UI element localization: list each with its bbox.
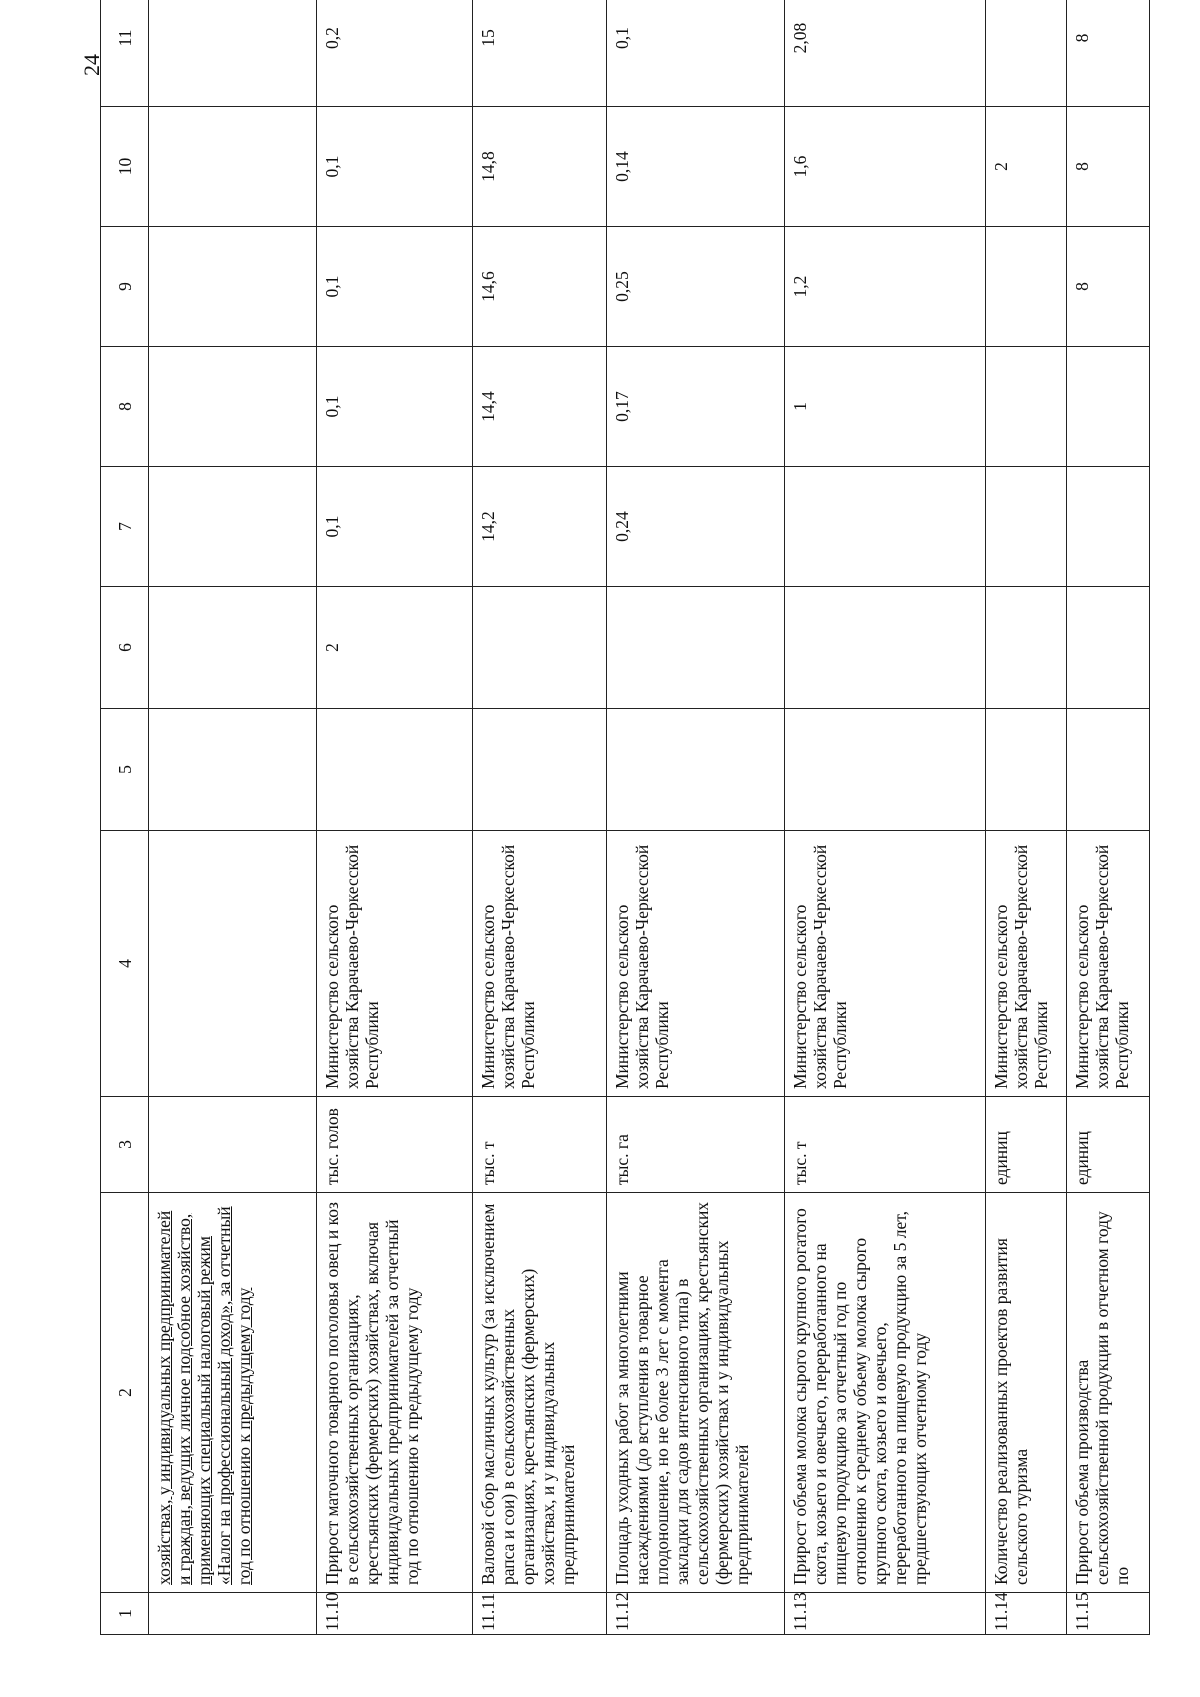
unit-of-measure: единиц	[1067, 1097, 1150, 1193]
column-header-11: 11	[101, 0, 149, 107]
value-col-7	[1067, 467, 1150, 587]
value-col-10: 8	[1067, 107, 1150, 227]
unit-of-measure: тыс. т	[784, 1097, 985, 1193]
value-col-8: 0,17	[606, 347, 784, 467]
page-number: 24	[79, 54, 104, 76]
value-col-9: 14,6	[472, 227, 606, 347]
value-col-7	[986, 467, 1067, 587]
unit-of-measure: единиц	[986, 1097, 1067, 1193]
value-col-11: 8	[1067, 0, 1150, 107]
column-header-8: 8	[101, 347, 149, 467]
table-row	[317, 0, 472, 1635]
row-number: 11.14	[986, 1593, 1067, 1635]
value-col-8	[149, 347, 317, 467]
value-col-9: 0,1	[317, 227, 472, 347]
row-number: 11.11	[472, 1593, 606, 1635]
value-col-10: 0,14	[606, 107, 784, 227]
column-header-4: 4	[101, 831, 149, 1097]
value-col-6	[986, 587, 1067, 709]
unit-of-measure: тыс. т	[472, 1097, 606, 1193]
row-number: 11.15	[1067, 1593, 1150, 1635]
column-header-10: 10	[101, 107, 149, 227]
indicators-table	[100, 0, 1150, 1635]
unit-of-measure: тыс. голов	[317, 1097, 472, 1193]
column-header-3: 3	[101, 1097, 149, 1193]
row-number	[149, 1593, 317, 1635]
value-col-5	[986, 709, 1067, 831]
value-col-5	[1067, 709, 1150, 831]
value-col-8	[1067, 347, 1150, 467]
column-header-6: 6	[101, 587, 149, 709]
column-header-7: 7	[101, 467, 149, 587]
value-col-9	[986, 227, 1067, 347]
value-col-10: 14,8	[472, 107, 606, 227]
value-col-6: 2	[317, 587, 472, 709]
value-col-7	[149, 467, 317, 587]
column-number-row	[101, 0, 149, 1635]
value-col-6	[606, 587, 784, 709]
table-row	[149, 0, 317, 1635]
value-col-5	[317, 709, 472, 831]
indicator-description: Прирост маточного товарного поголовья овец и коз в сельскохозяйственных организациях, крестьянских (фермерских) хозяйствах, включая индивидуальных предпринимателей за отчетный год по отношению к предыдущему году	[317, 1193, 472, 1593]
value-col-7: 0,1	[317, 467, 472, 587]
value-col-6	[472, 587, 606, 709]
value-col-11: 0,2	[317, 0, 472, 107]
value-col-10: 0,1	[317, 107, 472, 227]
table-row	[606, 0, 784, 1635]
indicator-description: Валовой сбор масличных культур (за исключением рапса и сои) в сельскохозяйственных организациях, крестьянских (фермерских) хозяйствах, и у индивидуальных предпринимателей	[472, 1193, 606, 1593]
value-col-9: 0,25	[606, 227, 784, 347]
value-col-8	[986, 347, 1067, 467]
value-col-10: 2	[986, 107, 1067, 227]
value-col-10: 1,6	[784, 107, 985, 227]
value-col-7: 14,2	[472, 467, 606, 587]
responsible-agency: Министерство сельского хозяйства Карачаево-Черкесской Республики	[472, 831, 606, 1097]
unit-of-measure: тыс. га	[606, 1097, 784, 1193]
indicator-description	[149, 1193, 317, 1593]
indicator-description: Площадь уходных работ за многолетними насаждениями (до вступления в товарное плодоношение, но не более 3 лет с момента закладки для садов интенсивного типа) в сельскохозяйственных организациях, крестьянских (фермерских) хозяйствах и у индивидуальных предпринимателей	[606, 1193, 784, 1593]
value-col-11: 2,08	[784, 0, 985, 107]
responsible-agency: Министерство сельского хозяйства Карачаево-Черкесской Республики	[317, 831, 472, 1097]
column-header-5: 5	[101, 709, 149, 831]
value-col-6	[1067, 587, 1150, 709]
value-col-11: 0,1	[606, 0, 784, 107]
value-col-8: 1	[784, 347, 985, 467]
rotated-table-container	[100, 22, 1150, 1635]
value-col-5	[472, 709, 606, 831]
value-col-7: 0,24	[606, 467, 784, 587]
value-col-9: 8	[1067, 227, 1150, 347]
responsible-agency: Министерство сельского хозяйства Карачаево-Черкесской Республики	[1067, 831, 1150, 1097]
row-number: 11.13	[784, 1593, 985, 1635]
value-col-5	[784, 709, 985, 831]
value-col-5	[149, 709, 317, 831]
responsible-agency	[149, 831, 317, 1097]
table-row	[1067, 0, 1150, 1635]
indicator-description: Прирост объема молока сырого крупного рогатого скота, козьего и овечьего, переработанного на пищевую продукцию за отчетный год по отношению к среднему объему молока сырого крупного скота, козьего и овечьего, переработанного на пищевую продукцию за 5 лет, предшествующих отчетному году	[784, 1193, 985, 1593]
indicator-description: Прирост объема производства сельскохозяйственной продукции в отчетном году по	[1067, 1193, 1150, 1593]
value-col-8: 14,4	[472, 347, 606, 467]
table-row	[784, 0, 985, 1635]
table-row	[472, 0, 606, 1635]
value-col-11	[149, 0, 317, 107]
value-col-11	[986, 0, 1067, 107]
value-col-6	[784, 587, 985, 709]
value-col-6	[149, 587, 317, 709]
value-col-11: 15	[472, 0, 606, 107]
value-col-8: 0,1	[317, 347, 472, 467]
responsible-agency: Министерство сельского хозяйства Карачаево-Черкесской Республики	[986, 831, 1067, 1097]
table-row	[986, 0, 1067, 1635]
value-col-10	[149, 107, 317, 227]
column-header-2: 2	[101, 1193, 149, 1593]
unit-of-measure	[149, 1097, 317, 1193]
column-header-9: 9	[101, 227, 149, 347]
responsible-agency: Министерство сельского хозяйства Карачаево-Черкесской Республики	[784, 831, 985, 1097]
value-col-9	[149, 227, 317, 347]
indicator-description-text: хозяйствах, у индивидуальных предпринимателей и граждан, ведущих личное подсобное хозяйство, применяющих специальный налоговый режим «Налог на профессиональный доход», за отчетный год по отношению к предыдущему году	[154, 1206, 255, 1585]
column-header-1: 1	[101, 1593, 149, 1635]
value-col-5	[606, 709, 784, 831]
indicator-description: Количество реализованных проектов развития сельского туризма	[986, 1193, 1067, 1593]
value-col-9: 1,2	[784, 227, 985, 347]
row-number: 11.12	[606, 1593, 784, 1635]
row-number: 11.10	[317, 1593, 472, 1635]
responsible-agency: Министерство сельского хозяйства Карачаево-Черкесской Республики	[606, 831, 784, 1097]
value-col-7	[784, 467, 985, 587]
